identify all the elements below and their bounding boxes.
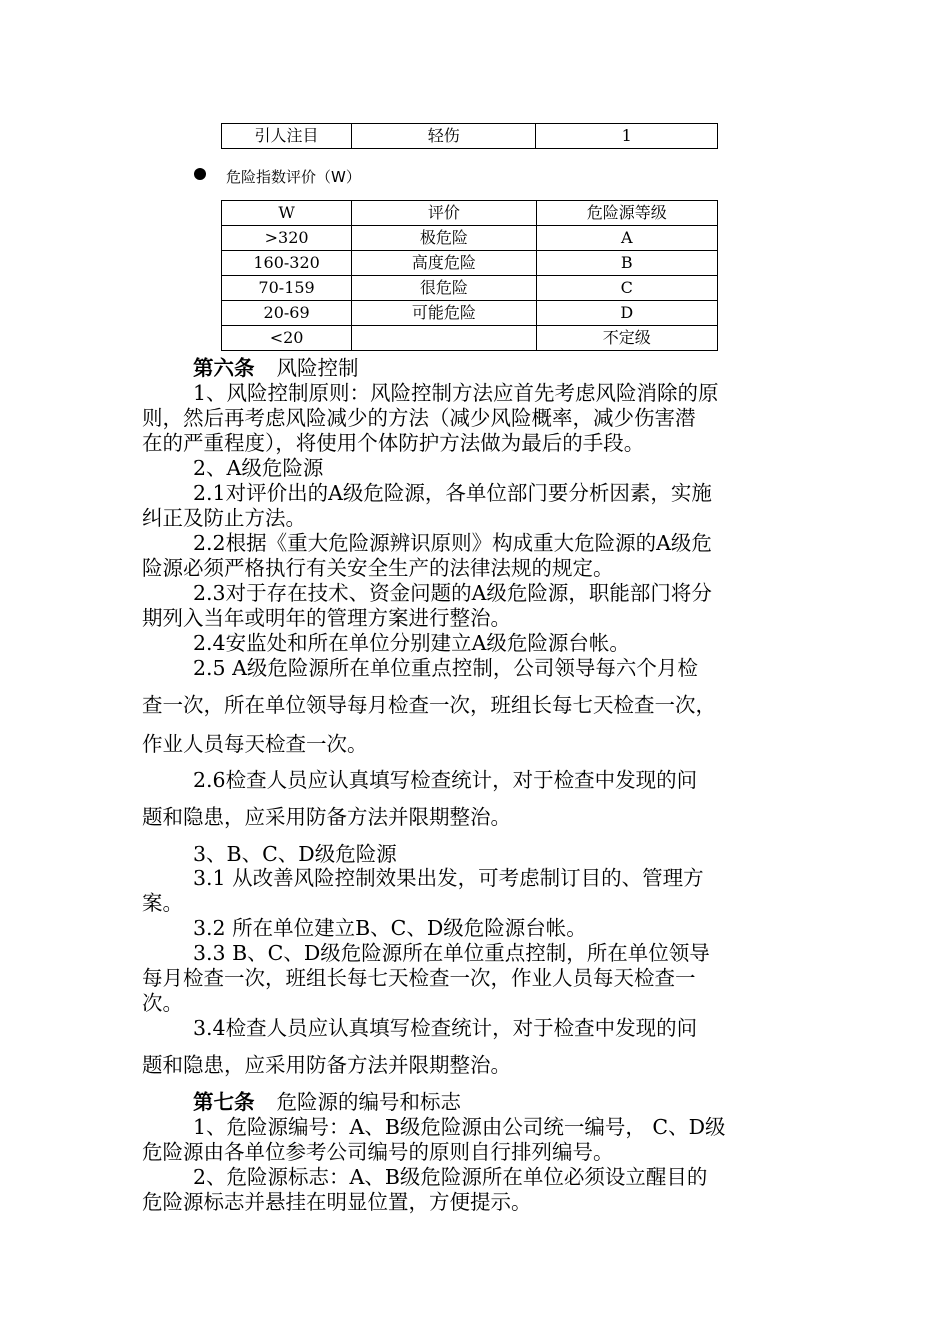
paragraph-line: 查一次，所在单位领导每月检查一次，班组长每七天检查一次， [142,693,716,717]
table-cell: >320 [222,226,352,251]
paragraph-line: 3.2 所在单位建立B、C、D级危险源台帐。 [193,916,587,940]
paragraph-line: 2.1对评价出的A级危险源，各单位部门要分析因素，实施 [193,481,712,505]
paragraph-line: 3、B、C、D级危险源 [193,842,397,866]
table-cell: C [536,276,717,301]
table-cell: <20 [222,326,352,351]
paragraph-line: 2、A级危险源 [193,456,324,480]
table-header-row [222,201,718,226]
paragraph-line: 2.4安监处和所在单位分别建立A级危险源台帐。 [193,631,630,655]
paragraph-line: 2.3对于存在技术、资金问题的A级危险源，职能部门将分 [193,581,712,605]
table-row [222,226,718,251]
paragraph-line: 3.1 从改善风险控制效果出发，可考虑制订目的、管理方 [193,866,704,890]
paragraph-line: 每月检查一次，班组长每七天检查一次，作业人员每天检查一 [142,966,696,990]
paragraph-line: 期列入当年或明年的管理方案进行整治。 [142,606,511,630]
paragraph-line: 1、风险控制原则：风险控制方法应首先考虑风险消除的原 [193,381,719,405]
paragraph-line: 2.2根据《重大危险源辨识原则》构成重大危险源的A级危 [193,531,712,555]
table-cell: 极危险 [352,226,536,251]
column-header: 危险源等级 [536,201,717,226]
table-row [222,251,718,276]
paragraph-line: 2、危险源标志：A、B级危险源所在单位必须设立醒目的 [193,1165,708,1189]
column-header: W [222,201,352,226]
column-header: 评价 [352,201,536,226]
table-cell: 不定级 [536,326,717,351]
paragraph-line: 险源必须严格执行有关安全生产的法律法规的规定。 [142,556,614,580]
table-cell: 20-69 [222,301,352,326]
paragraph-line: 题和隐患，应采用防备方法并限期整治。 [142,805,511,829]
paragraph-line: 2.5 A级危险源所在单位重点控制，公司领导每六个月检 [193,656,698,680]
table-cell: 70-159 [222,276,352,301]
severity-table-tail [221,123,718,149]
table-row [222,124,718,149]
article-label: 第七条 [193,1090,255,1114]
paragraph-line: 次。 [142,991,183,1015]
bullet-label: 危险指数评价（W） [226,168,361,186]
paragraph-line: 纠正及防止方法。 [142,506,306,530]
paragraph-line: 3.4检查人员应认真填写检查统计，对于检查中发现的问 [193,1016,698,1040]
paragraph-line: 案。 [142,891,183,915]
paragraph-line: 危险源标志并悬挂在明显位置，方便提示。 [142,1190,532,1214]
table-cell: 轻伤 [351,124,536,149]
paragraph-line: 在的严重程度），将使用个体防护方法做为最后的手段。 [142,431,645,455]
table-cell: B [536,251,717,276]
table-cell: 可能危险 [352,301,536,326]
table-cell [352,326,536,351]
paragraph-line: 1、危险源编号：A、B级危险源由公司统一编号， C、D级 [193,1115,726,1139]
table-cell: 很危险 [352,276,536,301]
bullet-icon [194,168,206,180]
paragraph-line: 作业人员每天检查一次。 [142,732,368,756]
table-cell: 160-320 [222,251,352,276]
table-row [222,326,718,351]
paragraph-line: 3.3 B、C、D级危险源所在单位重点控制，所在单位领导 [193,941,710,965]
article-6-heading [193,356,359,380]
table-cell: 引人注目 [222,124,352,149]
paragraph-line: 2.6检查人员应认真填写检查统计，对于检查中发现的问 [193,768,698,792]
table-cell: A [536,226,717,251]
paragraph-line: 则，然后再考虑风险减少的方法（减少风险概率，减少伤害潜 [142,406,696,430]
article-label: 第六条 [193,356,255,380]
article-title: 危险源的编号和标志 [276,1090,461,1114]
table-row [222,276,718,301]
article-7-heading [193,1090,461,1114]
paragraph-line: 危险源由各单位参考公司编号的原则自行排列编号。 [142,1140,614,1164]
table-cell: 高度危险 [352,251,536,276]
article-title: 风险控制 [276,356,359,380]
table-cell: D [536,301,717,326]
paragraph-line: 题和隐患，应采用防备方法并限期整治。 [142,1053,511,1077]
table-row [222,301,718,326]
risk-index-table [221,200,718,351]
table-cell: 1 [536,124,718,149]
